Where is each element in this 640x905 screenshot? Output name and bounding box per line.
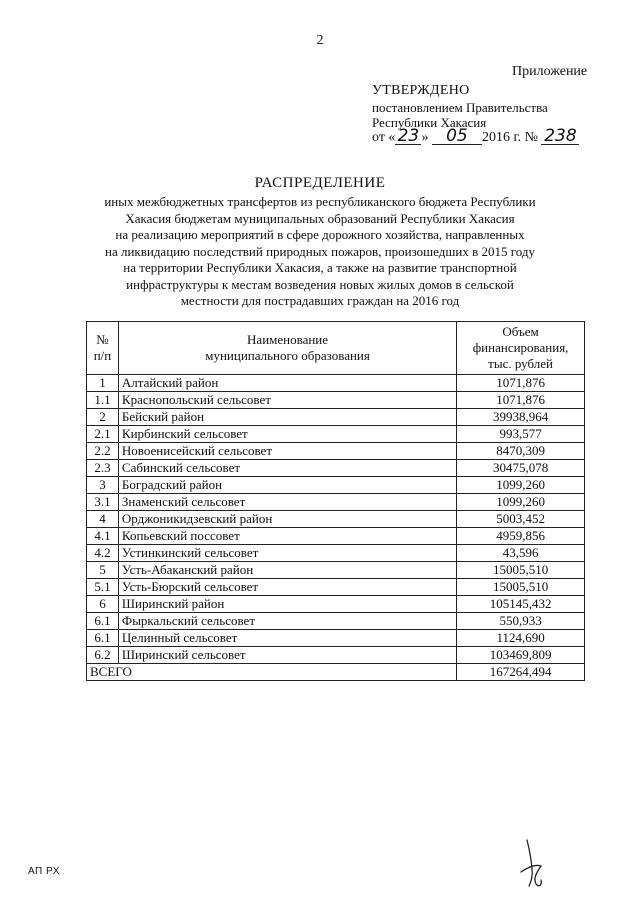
approved-by-line2: Республики Хакасия	[372, 115, 487, 130]
row-name: Фыркальский сельсовет	[118, 613, 456, 630]
date-month-handwritten: 05	[432, 128, 482, 145]
row-amount: 15005,510	[457, 562, 585, 579]
header-amount-line3: тыс. рублей	[488, 356, 554, 371]
row-amount: 1071,876	[457, 392, 585, 409]
row-num: 4	[87, 511, 119, 528]
header-amount-line1: Объем	[502, 324, 539, 339]
row-name: Алтайский район	[118, 375, 456, 392]
subtitle-line: на территории Республики Хакасия, а также на развитие транспортной	[123, 260, 517, 275]
number-label: №	[524, 130, 538, 145]
date-day-handwritten: 23	[395, 128, 421, 145]
row-num: 5	[87, 562, 119, 579]
row-name: Знаменский сельсовет	[118, 494, 456, 511]
row-name: Ширинский район	[118, 596, 456, 613]
row-name: Усть-Абаканский район	[118, 562, 456, 579]
date-year: 2016 г.	[481, 130, 522, 145]
table-row	[87, 443, 585, 460]
document-title: РАСПРЕДЕЛЕНИЕ	[254, 175, 386, 191]
subtitle-line: на ликвидацию последствий природных пожаров, произошедших в 2015 году	[104, 243, 535, 259]
total-row	[87, 664, 585, 681]
row-name: Устинкинский сельсовет	[118, 545, 456, 562]
row-num: 6.1	[87, 630, 119, 647]
row-amount: 1124,690	[457, 630, 585, 647]
table-row	[87, 477, 585, 494]
row-amount: 39938,964	[457, 409, 585, 426]
row-num: 5.1	[87, 579, 119, 596]
header-num-line1: №	[96, 332, 109, 347]
row-amount: 4959,856	[457, 528, 585, 545]
row-name: Целинный сельсовет	[118, 630, 456, 647]
row-amount: 8470,309	[457, 443, 585, 460]
table-row	[87, 630, 585, 647]
table-row	[87, 409, 585, 426]
table-row	[87, 545, 585, 562]
row-name: Ширинский сельсовет	[118, 647, 456, 664]
table-row	[87, 562, 585, 579]
approval-date-line	[372, 128, 579, 146]
row-name: Кирбинский сельсовет	[118, 426, 456, 443]
subtitle-line: на реализацию мероприятий в сфере дорожного хозяйства, направленных	[115, 227, 525, 242]
approved-label: УТВЕРЖДЕНО	[372, 83, 470, 98]
row-amount: 43,596	[457, 545, 585, 562]
row-num: 3	[87, 477, 119, 494]
row-name: Сабинский сельсовет	[118, 460, 456, 477]
row-name: Краснопольский сельсовет	[118, 392, 456, 409]
header-amount	[457, 322, 585, 375]
row-name: Копьевский поссовет	[118, 528, 456, 545]
row-amount: 993,577	[457, 426, 585, 443]
header-name-line2: муниципального образования	[205, 348, 370, 363]
table-row	[87, 392, 585, 409]
table-row	[87, 579, 585, 596]
row-num: 4.2	[87, 545, 119, 562]
distribution-table	[86, 321, 585, 681]
row-num: 2.2	[87, 443, 119, 460]
table-row	[87, 511, 585, 528]
subtitle-line: Хакасия бюджетам муниципальных образований Республики Хакасия	[125, 210, 515, 226]
table-row	[87, 460, 585, 477]
row-amount: 105145,432	[457, 596, 585, 613]
row-num: 2	[87, 409, 119, 426]
header-num-line2: п/п	[93, 348, 112, 363]
title-block	[90, 175, 550, 310]
appendix-label: Приложение	[512, 64, 588, 79]
row-amount: 15005,510	[457, 579, 585, 596]
table-row	[87, 528, 585, 545]
total-amount: 167264,494	[457, 664, 585, 681]
row-amount: 1071,876	[457, 375, 585, 392]
table-row	[87, 426, 585, 443]
subtitle-line: местности для пострадавших граждан на 2016 год	[180, 293, 460, 308]
table-header-row	[87, 322, 585, 375]
row-amount: 1099,260	[457, 494, 585, 511]
row-num: 6.1	[87, 613, 119, 630]
row-num: 3.1	[87, 494, 119, 511]
row-amount: 1099,260	[457, 477, 585, 494]
signature-drawing	[515, 838, 555, 890]
header-name	[118, 322, 456, 375]
table-row	[87, 596, 585, 613]
approved-by-line1: постановлением Правительства	[372, 100, 548, 115]
table-row	[87, 375, 585, 392]
date-sep: »	[421, 130, 429, 145]
row-name: Орджоникидзевский район	[118, 511, 456, 528]
row-name: Бейский район	[118, 409, 456, 426]
row-num: 2.1	[87, 426, 119, 443]
header-name-line1: Наименование	[247, 332, 329, 347]
signature-mark	[515, 838, 555, 895]
page-number: 2	[316, 33, 324, 48]
table-row	[87, 647, 585, 664]
row-amount: 5003,452	[457, 511, 585, 528]
row-amount: 103469,809	[457, 647, 585, 664]
date-prefix: от «	[372, 130, 396, 145]
table-row	[87, 494, 585, 511]
archive-stamp: АП РХ	[28, 866, 60, 877]
document-number-handwritten: 238	[541, 128, 579, 145]
row-num: 1	[87, 375, 119, 392]
table-body	[87, 375, 585, 664]
header-amount-line2: финансирования,	[472, 340, 569, 355]
row-amount: 30475,078	[457, 460, 585, 477]
row-name: Новоенисейский сельсовет	[118, 443, 456, 460]
row-num: 6.2	[87, 647, 119, 664]
table-row	[87, 613, 585, 630]
row-amount: 550,933	[457, 613, 585, 630]
row-num: 6	[87, 596, 119, 613]
row-num: 1.1	[87, 392, 119, 409]
subtitle-line: инфраструктуры к местам возведения новых жилых домов в сельской	[126, 276, 514, 292]
row-num: 2.3	[87, 460, 119, 477]
subtitle-line: иных межбюджетных трансфертов из республиканского бюджета Республики	[104, 194, 536, 209]
row-name: Боградский район	[118, 477, 456, 494]
total-label: ВСЕГО	[87, 664, 457, 681]
row-num: 4.1	[87, 528, 119, 545]
header-num	[87, 322, 119, 375]
row-name: Усть-Бюрский сельсовет	[118, 579, 456, 596]
